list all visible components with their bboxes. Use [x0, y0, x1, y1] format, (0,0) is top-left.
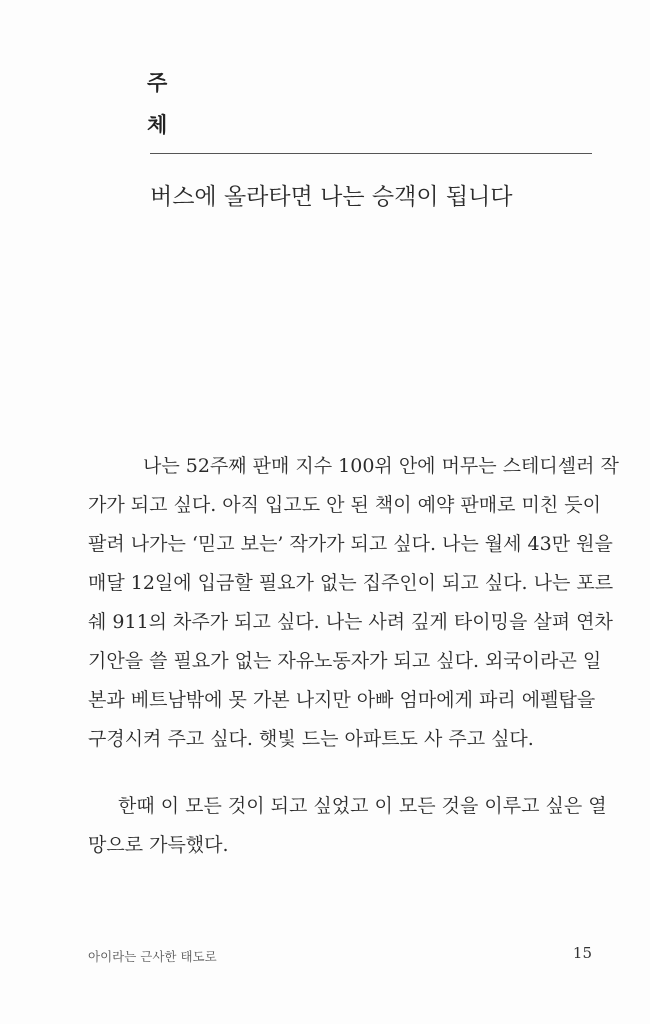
text-line: 구경시켜 주고 싶다. 햇빛 드는 아파트도 사 주고 싶다. [88, 728, 534, 750]
page-number: 15 [572, 944, 592, 962]
text-line: 쉐 911의 차주가 되고 싶다. 나는 사려 깊게 타이밍을 살펴 연차 [88, 611, 613, 633]
text-line: 가가 되고 싶다. 아직 입고도 안 된 책이 예약 판매로 미친 듯이 [88, 494, 601, 516]
divider-rule [150, 153, 592, 154]
body-text [88, 447, 619, 865]
paragraph [88, 787, 607, 865]
paragraph [88, 447, 619, 759]
chapter-label [147, 62, 177, 146]
running-footer-title: 아이라는 근사한 태도로 [88, 949, 217, 964]
text-line: 망으로 가득했다. [88, 834, 229, 856]
paragraph-gap [88, 759, 592, 787]
chapter-label-char: 체 [147, 113, 168, 137]
text-line: 팔려 나가는 ‘믿고 보는’ 작가가 되고 싶다. 나는 월세 43만 원을 [88, 533, 613, 555]
text-line: 기안을 쓸 필요가 없는 자유노동자가 되고 싶다. 외국이라곤 일 [88, 650, 602, 672]
text-line: 본과 베트남밖에 못 가본 나지만 아빠 엄마에게 파리 에펠탑을 [88, 689, 596, 711]
chapter-label-char: 주 [147, 71, 168, 95]
text-line: 매달 12일에 입금할 필요가 없는 집주인이 되고 싶다. 나는 포르 [88, 572, 614, 594]
text-line: 나는 52주째 판매 지수 100위 안에 머무는 스테디셀러 작 [143, 455, 619, 477]
section-subtitle: 버스에 올라타면 나는 승객이 됩니다 [150, 184, 513, 210]
text-line: 한때 이 모든 것이 되고 싶었고 이 모든 것을 이루고 싶은 열 [118, 795, 607, 817]
